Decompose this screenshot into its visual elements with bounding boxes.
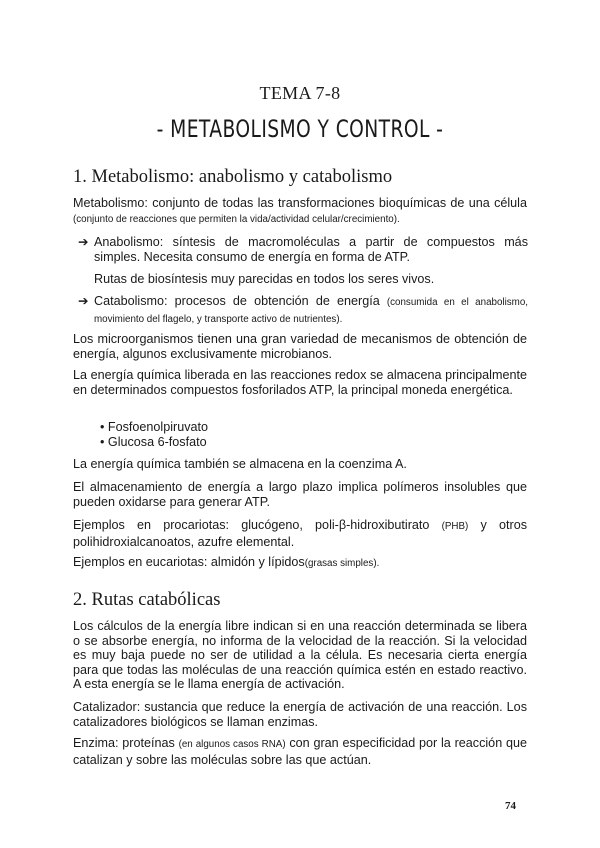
paragraph-coenzima: La energía química también se almacena en la coenzima A.	[73, 457, 407, 471]
arrow-icon: ➔	[78, 294, 89, 308]
paragraph-eucariotas	[73, 555, 527, 572]
paragraph-metabolismo	[73, 196, 527, 227]
page-title: - METABOLISMO Y CONTROL -	[156, 115, 444, 143]
paragraph-text: Metabolismo: conjunto de todas las transformaciones bioquímicas de una célula	[73, 196, 527, 210]
paragraph-enzima	[73, 736, 527, 767]
bullet-text	[94, 294, 528, 327]
paragraph-text: Enzima: proteínas	[73, 736, 175, 750]
paragraph-procariotas	[73, 518, 527, 549]
section-heading-2: 2. Rutas catabólicas	[73, 590, 221, 610]
bullet-subtext-line: Rutas de biosíntesis muy parecidas en todos los seres vivos.	[94, 272, 435, 286]
bullet-subtext	[78, 272, 528, 287]
paragraph-note: (PHB)	[441, 521, 469, 532]
paragraph-energia-libre: Los cálculos de la energía libre indican si en una reacción determinada se libera o se absorbe energía, no informa de la velocidad de la reacción. Si la velocidad es muy baja puede no ser de utilidad a la célula. Es necesaria cierta energía para que todas las moléculas de una reacción química estén en estado reactivo. A esta energía se le llama energía de activación.	[73, 619, 527, 692]
paragraph-energia-quimica: La energía química liberada en las reacciones redox se almacena principalmente en determinados compuestos fosforilados ATP, la principal moneda energética.	[73, 368, 527, 397]
list-item: • Fosfoenolpiruvato	[100, 420, 209, 434]
page-number: 74	[505, 800, 516, 812]
list-item: • Glucosa 6-fosfato	[100, 434, 207, 449]
chapter-label: TEMA 7-8	[259, 83, 341, 103]
bullet-catabolismo	[78, 294, 528, 327]
bullet-text: Anabolismo: síntesis de macromoléculas a partir de compuestos más simples. Necesita consumo de energía en forma de ATP.	[94, 235, 528, 264]
bullet-note: (consumida en el anabolismo, movimiento del flagelo, y transporte activo de nutrientes).	[94, 297, 528, 325]
arrow-icon: ➔	[78, 235, 89, 249]
paragraph-note: (grasas simples).	[304, 558, 380, 569]
section-heading-1: 1. Metabolismo: anabolismo y catabolismo	[73, 167, 393, 187]
paragraph-almacenamiento: El almacenamiento de energía a largo plazo implica polímeros insolubles que pueden oxidarse para generar ATP.	[73, 480, 527, 509]
paragraph-note: (conjunto de reacciones que permiten la vida/actividad celular/crecimiento).	[73, 213, 400, 225]
bullet-anabolismo	[78, 235, 528, 264]
paragraph-text-cont: con gran especificidad por la reacción que catalizan y sobre las moléculas sobre las que actúan.	[73, 736, 527, 767]
bullet-main: Catabolismo: procesos de obtención de energía	[94, 294, 380, 308]
paragraph-catalizador: Catalizador: sustancia que reduce la energía de activación de una reacción. Los catalizadores biológicos se llaman enzimas.	[73, 700, 527, 729]
paragraph-microorganismos: Los microorganismos tienen una gran variedad de mecanismos de obtención de energía, algunos exclusivamente microbianos.	[73, 332, 527, 361]
paragraph-text: Ejemplos en procariotas: glucógeno, poli-β-hidroxibutirato	[73, 518, 430, 532]
paragraph-text: Ejemplos en eucariotas: almidón y lípidos	[73, 555, 305, 569]
paragraph-note: (en algunos casos RNA)	[178, 739, 286, 750]
paragraph-text-cont: y otros polihidroxialcanoatos, azufre elemental.	[73, 518, 528, 549]
compound-list	[100, 420, 208, 449]
